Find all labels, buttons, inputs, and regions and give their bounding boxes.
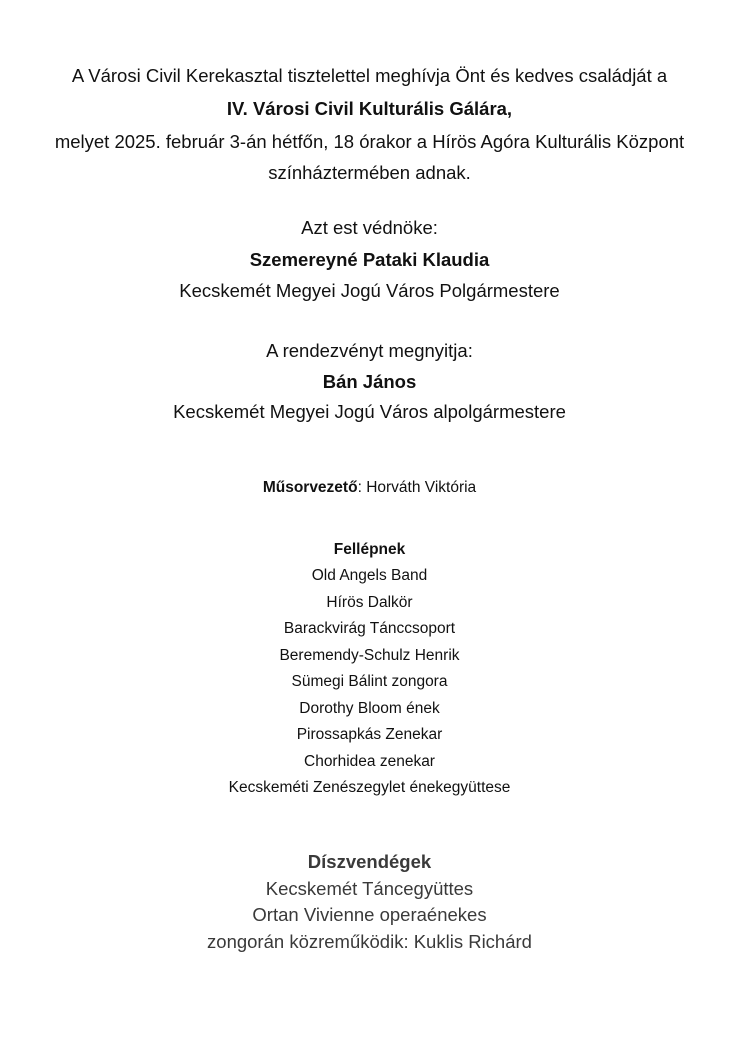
host-line	[0, 480, 739, 496]
patron-heading: Azt est védnöke:	[301, 217, 438, 238]
invitation-line-4: színháztermében adnak.	[268, 162, 471, 183]
performer-item: Beremendy-Schulz Henrik	[279, 647, 460, 664]
patron-role: Kecskemét Megyei Jogú Város Polgármestere	[179, 280, 560, 301]
invitation-line-1: A Városi Civil Kerekasztal tisztelettel meghívja Önt és kedves családját a	[71, 65, 668, 86]
guest-item: Kecskemét Táncegyüttes	[265, 878, 474, 899]
invitation-line-3: melyet 2025. február 3-án hétfőn, 18 órakor a Hírös Agóra Kulturális Központ	[54, 131, 685, 152]
opener-heading: A rendezvényt megnyitja:	[266, 340, 473, 361]
patron-name: Szemereyné Pataki Klaudia	[249, 249, 490, 270]
guest-item: Ortan Vivienne operaénekes	[252, 904, 487, 925]
performer-item: Barackvirág Tánccsoport	[283, 620, 456, 637]
performer-item: Sümegi Bálint zongora	[291, 673, 448, 690]
guests-heading: Díszvendégek	[307, 851, 432, 872]
host-separator: :	[357, 479, 367, 496]
guest-item: zongorán közreműködik: Kuklis Richárd	[207, 931, 532, 952]
performer-item: Hírös Dalkör	[326, 594, 413, 611]
performer-item: Old Angels Band	[311, 567, 428, 584]
opener-role: Kecskemét Megyei Jogú Város alpolgármestere	[173, 401, 566, 422]
performer-item: Dorothy Bloom ének	[299, 700, 440, 717]
host-label: Műsorvezető	[262, 479, 358, 496]
event-title: IV. Városi Civil Kulturális Gálára,	[226, 98, 513, 119]
performer-item: Chorhidea zenekar	[304, 753, 435, 770]
performers-heading: Fellépnek	[333, 541, 406, 558]
performer-item: Kecskeméti Zenészegylet énekegyüttese	[228, 779, 511, 796]
opener-name: Bán János	[322, 371, 417, 392]
performer-item: Pirossapkás Zenekar	[296, 726, 443, 743]
host-name: Horváth Viktória	[366, 479, 477, 496]
